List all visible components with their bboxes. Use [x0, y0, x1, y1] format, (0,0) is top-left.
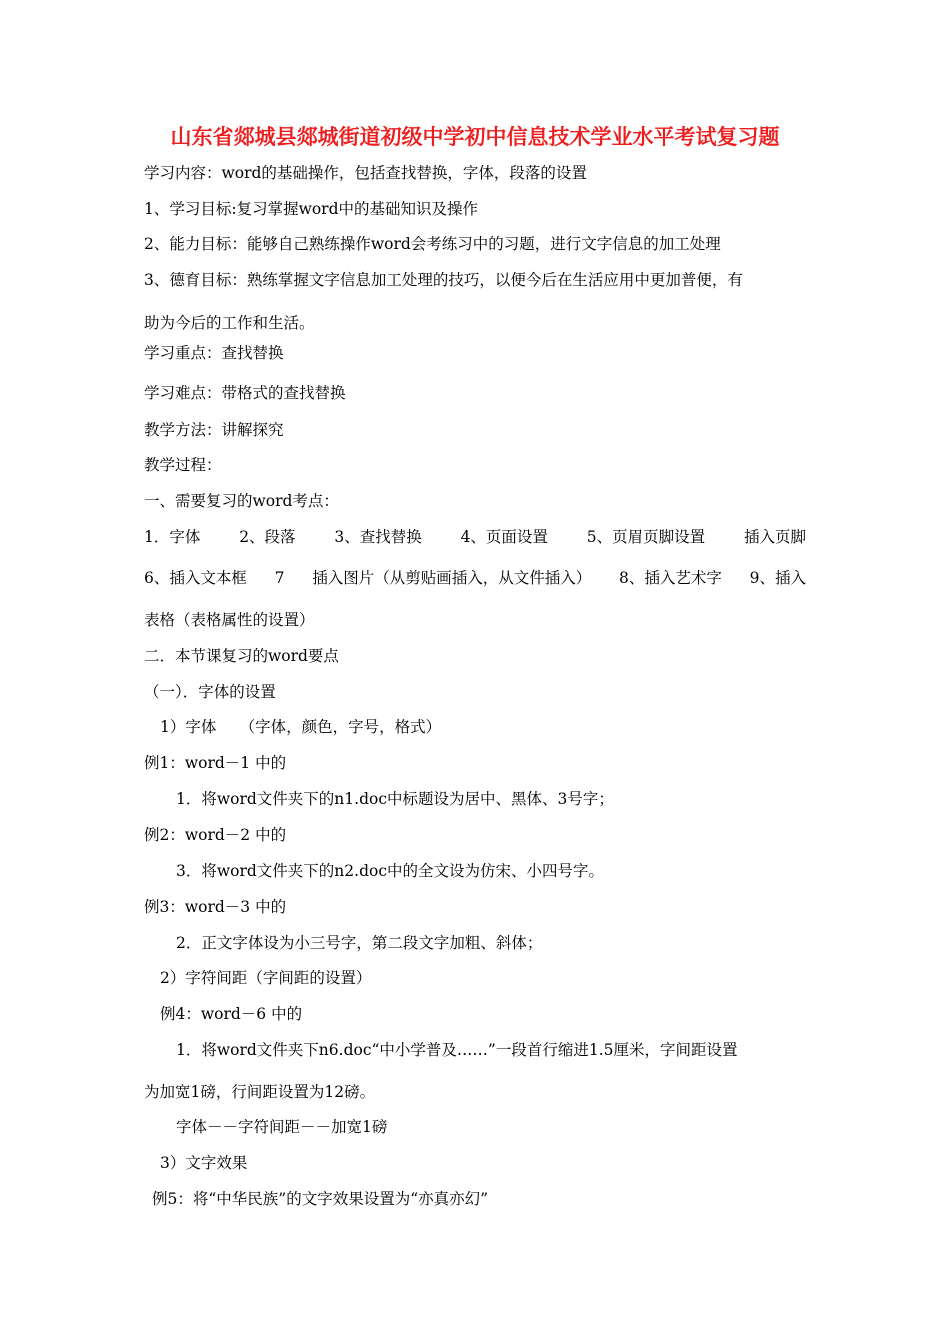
example-4-hint: 字体－－字符间距－－加宽1磅	[176, 1118, 388, 1136]
example-3: 例3：word－3 中的	[144, 898, 287, 916]
point-item: 4、页面设置	[460, 528, 548, 546]
example-1-task: 1．将word文件夹下的n1.doc中标题设为居中、黑体、3号字；	[176, 790, 614, 808]
item-1: 1）字体 （字体，颜色，字号，格式）	[160, 718, 442, 736]
goal-2: 2、能力目标：能够自己熟练操作word会考练习中的习题，进行文字信息的加工处理	[144, 235, 721, 253]
difficulty: 学习难点：带格式的查找替换	[144, 384, 346, 402]
section-1-heading: 一、需要复习的word考点：	[144, 492, 339, 510]
section-2-heading: 二．本节课复习的word要点	[144, 647, 339, 665]
study-content: 学习内容：word的基础操作，包括查找替换，字体，段落的设置	[144, 164, 587, 182]
teaching-method: 教学方法：讲解探究	[144, 421, 284, 439]
example-2: 例2：word－2 中的	[144, 826, 287, 844]
example-3-task: 2．正文字体设为小三号字，第二段文字加粗、斜体；	[176, 934, 543, 952]
points-row-3: 表格（表格属性的设置）	[144, 611, 315, 629]
point-item: 6、插入文本框	[144, 569, 247, 587]
key-point: 学习重点：查找替换	[144, 344, 284, 362]
example-5: 例5：将“中华民族”的文字效果设置为“亦真亦幻”	[152, 1190, 489, 1208]
document-title: 山东省郯城县郯城街道初级中学初中信息技术学业水平考试复习题	[170, 125, 780, 149]
item-3: 3）文字效果	[160, 1154, 248, 1172]
example-4-task-line-2: 为加宽1磅，行间距设置为12磅。	[144, 1083, 376, 1101]
point-item: 1．字体	[144, 528, 201, 546]
subsection-1-heading: （一）．字体的设置	[144, 683, 276, 701]
point-item: 2、段落	[239, 528, 296, 546]
point-item: 5、页眉页脚设置	[586, 528, 706, 546]
example-1: 例1：word－1 中的	[144, 754, 287, 772]
point-item: 插入页脚	[743, 528, 806, 546]
point-item: 插入图片（从剪贴画插入，从文件插入）	[312, 569, 592, 587]
item-2: 2）字符间距（字间距的设置）	[160, 969, 372, 987]
point-item: 9、插入	[749, 569, 806, 587]
example-2-task: 3．将word文件夹下的n2.doc中的全文设为仿宋、小四号字。	[176, 862, 604, 880]
points-row-1	[144, 527, 806, 547]
point-item: 7	[274, 569, 285, 587]
point-item: 3、查找替换	[334, 528, 422, 546]
goal-3-line-1: 3、德育目标：熟练掌握文字信息加工处理的技巧，以便今后在生活应用中更加普便，有	[144, 271, 743, 289]
example-4-task-line-1: 1．将word文件夹下n6.doc“中小学普及……”一段首行缩进1.5厘米，字间距设置	[176, 1041, 738, 1059]
teaching-process: 教学过程：	[144, 456, 222, 474]
point-item: 8、插入艺术字	[618, 569, 722, 587]
points-row-2	[144, 568, 806, 588]
example-4: 例4：word－6 中的	[160, 1005, 303, 1023]
goal-3-line-2: 助为今后的工作和生活。	[144, 314, 315, 332]
goal-1: 1、学习目标:复习掌握word中的基础知识及操作	[144, 200, 479, 218]
